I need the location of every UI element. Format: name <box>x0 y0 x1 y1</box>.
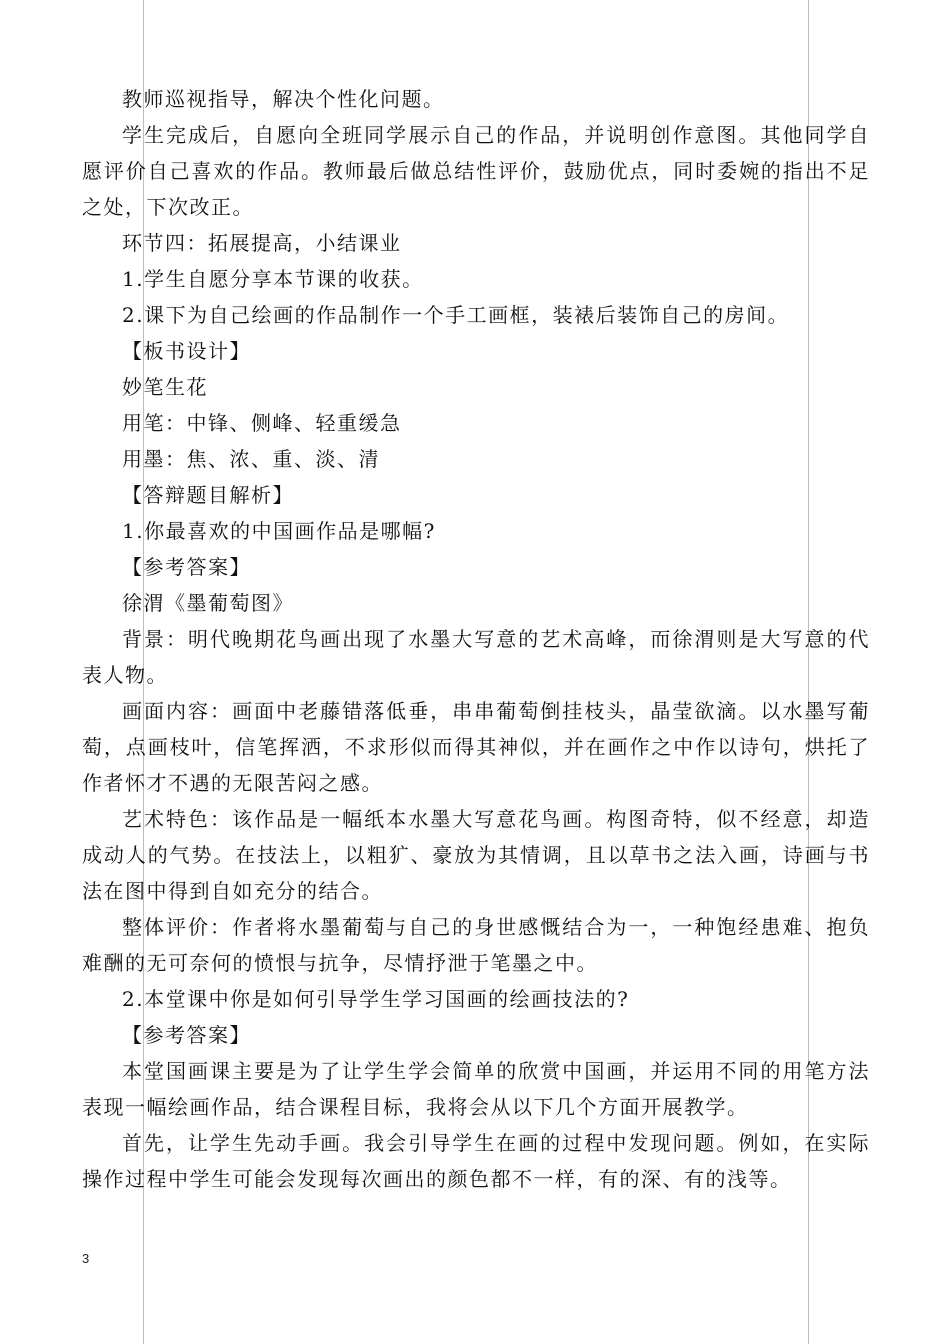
paragraph: 首先，让学生先动手画。我会引导学生在画的过程中发现问题。例如，在实际操作过程中学生可能会发现每次画出的颜色都不一样，有的深、有的浅等。 <box>82 1131 870 1191</box>
section-heading: 【参考答案】 <box>122 1023 251 1047</box>
page-number: 3 <box>82 1251 90 1266</box>
question: 1.你最喜欢的中国画作品是哪幅? <box>122 519 436 543</box>
paragraph: 用笔：中锋、侧峰、轻重缓急 <box>122 411 402 435</box>
section-heading: 【参考答案】 <box>122 555 251 579</box>
paragraph: 背景：明代晚期花鸟画出现了水墨大写意的艺术高峰，而徐渭则是大写意的代表人物。 <box>82 627 870 687</box>
paragraph: 整体评价：作者将水墨葡萄与自己的身世感慨结合为一，一种饱经患难、抱负难酬的无可奈何的愤恨与抗争，尽情抒泄于笔墨之中。 <box>82 915 870 975</box>
paragraph: 徐渭《墨葡萄图》 <box>122 591 294 615</box>
paragraph: 1.学生自愿分享本节课的收获。 <box>122 267 424 291</box>
section-heading: 环节四：拓展提高，小结课业 <box>122 231 402 255</box>
section-heading: 【板书设计】 <box>122 339 251 363</box>
paragraph: 艺术特色：该作品是一幅纸本水墨大写意花鸟画。构图奇特，似不经意，却造成动人的气势。在技法上，以粗犷、豪放为其情调，且以草书之法入画，诗画与书法在图中得到自如充分的结合。 <box>82 807 870 903</box>
paragraph: 画面内容：画面中老藤错落低垂，串串葡萄倒挂枝头，晶莹欲滴。以水墨写葡萄，点画枝叶，信笔挥洒，不求形似而得其神似，并在画作之中作以诗句，烘托了作者怀才不遇的无限苦闷之感。 <box>82 699 870 795</box>
paragraph: 学生完成后，自愿向全班同学展示自己的作品，并说明创作意图。其他同学自愿评价自己喜欢的作品。教师最后做总结性评价，鼓励优点，同时委婉的指出不足之处，下次改正。 <box>82 123 870 219</box>
section-heading: 【答辩题目解析】 <box>122 483 294 507</box>
paragraph: 用墨：焦、浓、重、淡、清 <box>122 447 380 471</box>
paragraph: 妙笔生花 <box>122 375 208 399</box>
paragraph: 2.课下为自己绘画的作品制作一个手工画框，装裱后装饰自己的房间。 <box>122 303 790 327</box>
question: 2.本堂课中你是如何引导学生学习国画的绘画技法的? <box>122 987 630 1011</box>
paragraph: 教师巡视指导，解决个性化问题。 <box>122 87 445 111</box>
document-body <box>82 81 870 1197</box>
paragraph: 本堂国画课主要是为了让学生学会简单的欣赏中国画，并运用不同的用笔方法表现一幅绘画作品，结合课程目标，我将会从以下几个方面开展教学。 <box>82 1059 870 1119</box>
